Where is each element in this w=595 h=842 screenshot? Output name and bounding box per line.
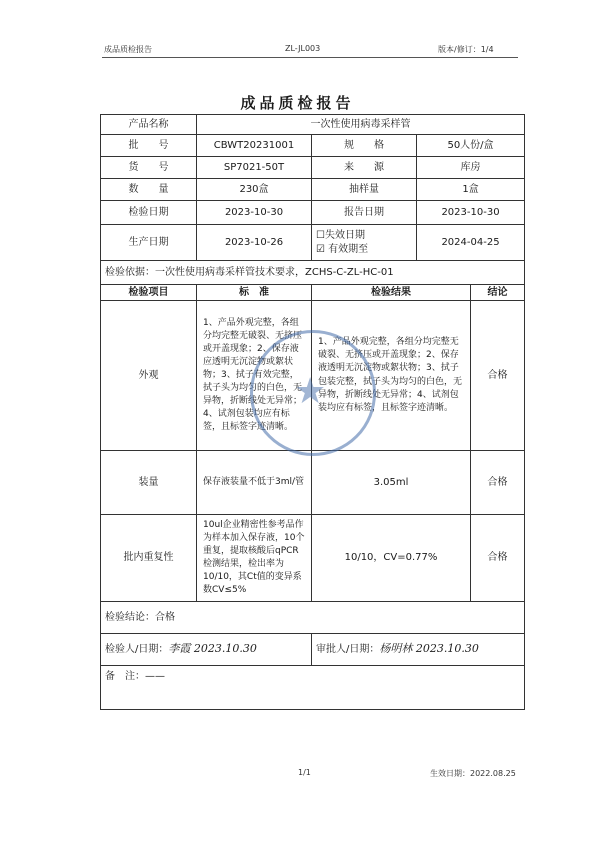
- row-item-no: [101, 157, 525, 179]
- row-result: 10/10，CV=0.77%: [312, 515, 471, 602]
- basis-value: 一次性使用病毒采样管技术要求，ZCHS-C-ZL-HC-01: [155, 266, 394, 278]
- row-signatures: [101, 634, 525, 666]
- sample-label: 抽样量: [312, 179, 417, 201]
- spec-value: 50人份/盒: [417, 135, 525, 157]
- basis: [101, 261, 525, 285]
- remarks-value: ——: [145, 671, 165, 683]
- qty-value: 230盒: [197, 179, 312, 201]
- row-quantity: [101, 179, 525, 201]
- inspect-date-value: 2023-10-30: [197, 201, 312, 225]
- row-standard: 10ul企业精密性参考品作为样本加入保存液，10个重复，提取核酸后qPCR检测结果，检出率为10/10，其Ct值的变异系数CV≤5%: [197, 515, 312, 602]
- item-no-value: SP7021-50T: [197, 157, 312, 179]
- row-item: 批内重复性: [101, 515, 197, 602]
- product-name-value: 一次性使用病毒采样管: [197, 115, 525, 135]
- report-table: [100, 114, 525, 710]
- row-item: 装量: [101, 451, 197, 515]
- checked-box-icon: ☑: [316, 243, 325, 255]
- stamp-star-icon: ★: [294, 371, 327, 412]
- row-item: 外观: [101, 301, 197, 451]
- row-column-headers: [101, 285, 525, 301]
- report-date-value: 2023-10-30: [417, 201, 525, 225]
- inspect-date-label: 检验日期: [101, 201, 197, 225]
- prod-date-value: 2023-10-26: [197, 225, 312, 261]
- inspector-label: 检验人/日期：: [105, 644, 169, 656]
- item-no-label: 货 号: [101, 157, 197, 179]
- row-basis: [101, 261, 525, 285]
- col-result: 检验结果: [312, 285, 471, 301]
- product-name-label: 产品名称: [101, 115, 197, 135]
- conclusion-label: 检验结论：: [105, 612, 155, 624]
- expiry-unchecked-label: 失效日期: [324, 230, 365, 241]
- page-number: 1/1: [298, 768, 311, 777]
- spec-label: 规 格: [312, 135, 417, 157]
- row-standard: 保存液装量不低于3ml/管: [197, 451, 312, 515]
- row-conclusion-final: [101, 602, 525, 634]
- row-conclusion: 合格: [471, 301, 525, 451]
- row-conclusion: 合格: [471, 451, 525, 515]
- inspector: [101, 634, 312, 666]
- batch-value: CBWT20231001: [197, 135, 312, 157]
- table-row: [101, 515, 525, 602]
- unchecked-box-icon: ☐: [316, 230, 325, 241]
- page-title: 成品质检报告: [240, 94, 355, 112]
- expiry-date-value: 2024-04-25: [417, 225, 525, 261]
- batch-label: 批 号: [101, 135, 197, 157]
- col-conclusion: 结论: [471, 285, 525, 301]
- expiry-options: [312, 225, 417, 261]
- row-batch: [101, 135, 525, 157]
- row-result: 3.05ml: [312, 451, 471, 515]
- table-row: [101, 451, 525, 515]
- final-conclusion: [101, 602, 525, 634]
- table-row: [101, 301, 525, 451]
- inspector-signature: 李霞 2023.10.30: [168, 642, 257, 656]
- source-value: 库房: [417, 157, 525, 179]
- sample-value: 1盒: [417, 179, 525, 201]
- approver-signature: 杨明林 2023.10.30: [379, 642, 479, 656]
- approver: [312, 634, 525, 666]
- row-dates: [101, 201, 525, 225]
- row-result: 1、产品外观完整，各组分均完整无破裂、无挤压或开盖现象；2、保存液透明无沉淀物或絮状物；3、拭子包装完整，拭子头为均匀的白色，无异物，折断线处无异常；4、试剂包装均应有标签，且标签字迹清晰。: [312, 301, 471, 451]
- row-product-name: [101, 115, 525, 135]
- prod-date-label: 生产日期: [101, 225, 197, 261]
- row-remarks: [101, 666, 525, 710]
- source-label: 来 源: [312, 157, 417, 179]
- remarks: [101, 666, 525, 710]
- header-doc-type: 成品质检报告: [104, 45, 152, 54]
- row-standard: 1、产品外观完整，各组分均完整无破裂、无挤压或开盖现象；2、保存液应透明无沉淀物或絮状物；3、拭子有效完整，拭子头为均匀的白色，无异物，折断线处无异常；4、试剂包装均应有标签，且标签字迹清晰。: [197, 301, 312, 451]
- approver-label: 审批人/日期：: [316, 644, 380, 656]
- col-item: 检验项目: [101, 285, 197, 301]
- remarks-label: 备 注：: [105, 671, 145, 683]
- qty-label: 数 量: [101, 179, 197, 201]
- expiry-checked-label: 有效期至: [328, 243, 369, 255]
- report-date-label: 报告日期: [312, 201, 417, 225]
- header-version: 版本/修订：1/4: [438, 45, 494, 54]
- row-production: [101, 225, 525, 261]
- header-rule: [102, 57, 518, 58]
- conclusion-value: 合格: [155, 612, 175, 624]
- col-standard: 标 准: [197, 285, 312, 301]
- header-doc-code: ZL-JL003: [285, 44, 321, 53]
- basis-label: 检验依据：: [105, 266, 155, 278]
- row-conclusion: 合格: [471, 515, 525, 602]
- effective-date: 生效日期：2022.08.25: [430, 769, 516, 778]
